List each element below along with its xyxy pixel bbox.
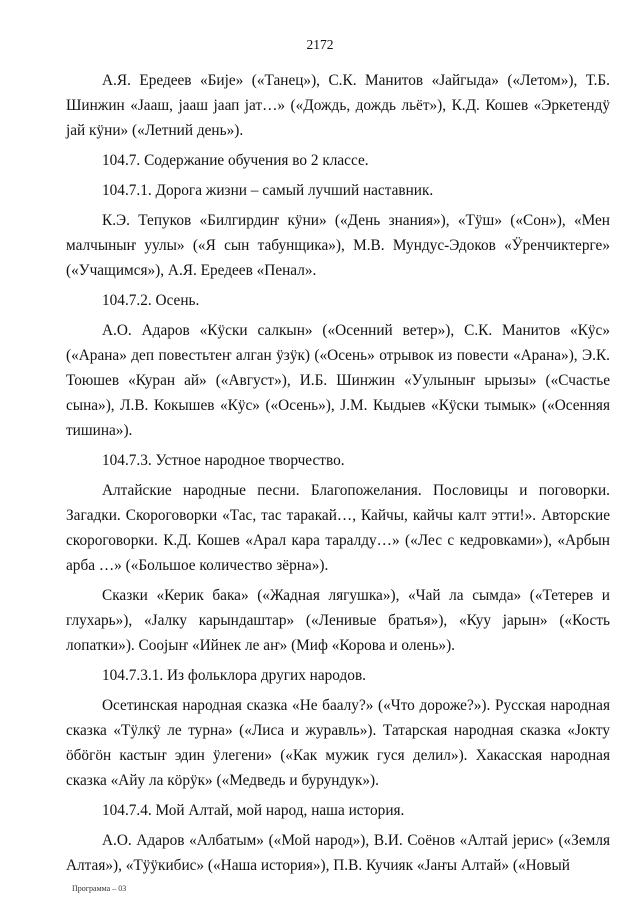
paragraph: А.Я. Ередеев «Бије» («Танец»), С.К. Манитов «Јайгыда» («Летом»), Т.Б. Шинжин «Јааш, јааш јаап јат…» («Дождь, дождь льёт»), К.Д. Кошев «Эркетендӱ јай кӱни» («Летний день»). [66, 72, 610, 139]
paragraph: Осетинская народная сказка «Не баалу?» («Что дороже?»). Русская народная сказка «Тӱлкӱ ле турна» («Лиса и журавль»). Татарская народная сказка «Јокту ӧбӧгӧн кастыҥ эдин ӱлегени» («Как мужик гуся делил»). Хакасская народная сказка «Айу ла кӧрӱк» («Медведь и бурундук»). [66, 697, 610, 789]
paragraph: Сказки «Керик бака» («Жадная лягушка»), «Чай ла сымда» («Тетерев и глухарь»), «Јалку карындаштар» («Ленивые братья»), «Куу јарын» («Кость лопатки»). Соојыҥ «Ийнек ле аҥ» (Миф «Корова и олень»). [66, 587, 610, 654]
section-heading: 104.7.4. Мой Алтай, мой народ, наша история. [102, 802, 405, 819]
document-body [66, 68, 610, 883]
paragraph: А.О. Адаров «Албатым» («Мой народ»), В.И. Соёнов «Алтай јерис» («Земля Алтая»), «Тӱӱкибис» («Наша история»), П.В. Кучияк «Јаҥы Алтай» («Новый [66, 832, 610, 874]
page-number: 2172 [306, 37, 334, 52]
section-heading: 104.7.3. Устное народное творчество. [102, 452, 345, 469]
page-footer: Программа – 03 [72, 884, 127, 893]
section-heading: 104.7. Содержание обучения во 2 классе. [102, 152, 369, 169]
section-heading: 104.7.3.1. Из фольклора других народов. [102, 667, 366, 684]
section-heading: 104.7.1. Дорога жизни – самый лучший наставник. [102, 182, 434, 199]
paragraph: А.О. Адаров «Кӱски салкын» («Осенний ветер»), С.К. Манитов «Кӱс» («Арана» деп повестьтеҥ алган ӱзӱк) («Осень» отрывок из повести «Арана»), Э.К. Тоюшев «Куран ай» («Август»), И.Б. Шинжин «Уулыныҥ ырызы» («Счастье сына»), Л.В. Кокышев «Кӱс» («Осень»), Ј.М. Кыдыев «Кӱски тымык» («Осенняя тишина»). [66, 322, 610, 439]
paragraph: Алтайские народные песни. Благопожелания. Пословицы и поговорки. Загадки. Скороговорки «Тас, тас таракай…, Кайчы, кайчы калт этти!». Авторские скороговорки. К.Д. Кошев «Арал кара таралду…» («Лес с кедровками»), «Арбын арба …» («Большое количество зёрна»). [66, 482, 610, 574]
section-heading: 104.7.2. Осень. [102, 292, 200, 309]
paragraph: К.Э. Тепуков «Билгирдиҥ кӱни» («День знания»), «Тӱш» («Сон»), «Мен малчыныҥ уулы» («Я сын табунщика»), М.В. Мундус-Эдоков «Ӱренчиктерге» («Учащимся»), А.Я. Ередеев «Пенал». [66, 212, 610, 279]
